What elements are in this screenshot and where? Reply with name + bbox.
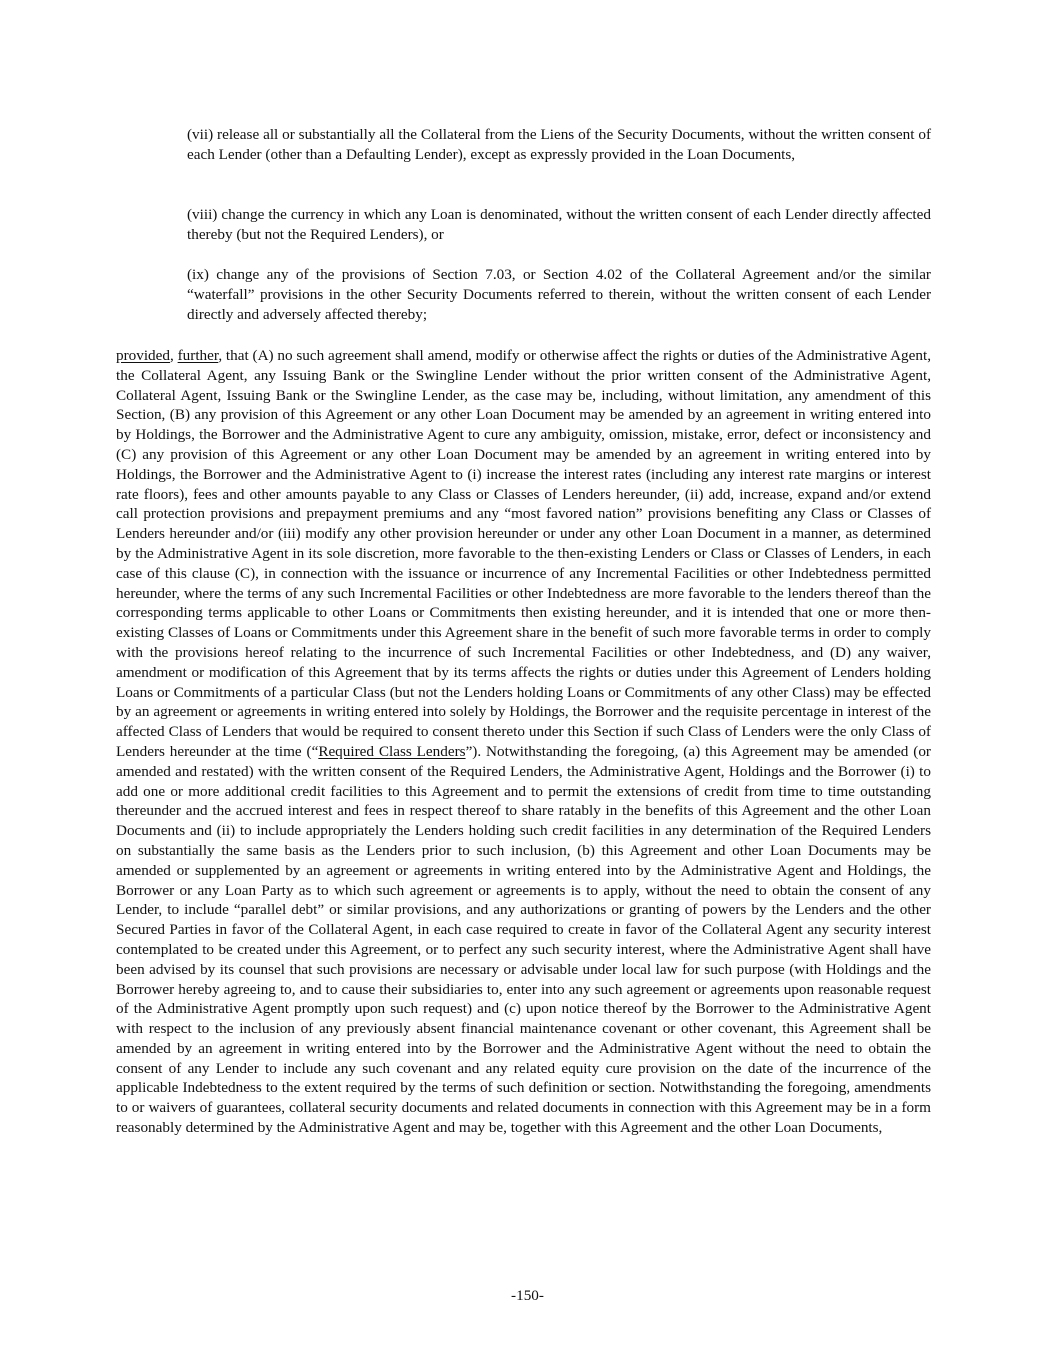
proviso-text-part2: ”). Notwithstanding the foregoing, (a) this Agreement may be amended (or amended and restated) with the written consent of the Required Lenders, the Administrative Agent, Holdings and the Borrower (i) to add one or more additional credit facilities to this Agreement and to permit the extensions of credit from time to time outstanding thereunder and the accrued interest and fees in respect thereof to share ratably in the benefits of this Agreement and the other Loan Documents and (ii) to include appropriately the Lenders holding such credit facilities in any determination of the Required Lenders on substantially the same basis as the Lenders prior to such inclusion, (b) this Agreement and other Loan Documents may be amended or supplemented by an agreement or agreements in writing entered into by the Administrative Agent and Holdings, the Borrower or any Loan Party as to which such agreement or agreements is to apply, without the need to obtain the consent of any Lender, to include “parallel debt” or similar provisions, and any authorizations or granting of powers by the Lenders and the other Secured Parties in favor of the Collateral Agent, in each case required to create in favor of the Collateral Agent any security interest contemplated to be created under this Agreement, or to perfect any such security interest, where the Administrative Agent shall have been advised by its counsel that such provisions are necessary or advisable under local law for such purpose (with Holdings and the Borrower hereby agreeing to, and to cause their subsidiaries to, enter into any such agreement or agreements upon reasonable request of the Administrative Agent promptly upon such request) and (c) upon notice thereof by the Borrower to the Administrative Agent with respect to the inclusion of any previously absent financial maintenance covenant or other covenant, this Agreement shall be amended by an agreement in writing entered into by the Borrower and the Administrative Agent without the need to obtain the consent of any Lender to include any such covenant and any related equity cure provision on the date of the incurrence of the applicable Indebtedness to the extent required by the terms of such definition or section. Notwithstanding the foregoing, amendments to or waivers of guarantees, collateral security documents and related documents in connection with this Agreement may be in a form reasonably determined by the Administrative Agent and may be, together with this Agreement and the other Loan Documents, xyxy=(116,742,931,1137)
clause-viii: (viii) change the currency in which any Loan is denominated, without the written consent of each Lender directly affected thereby (but not the Required Lenders), or xyxy=(187,206,931,243)
clause-vii: (vii) release all or substantially all the Collateral from the Liens of the Security Documents, without the written consent of each Lender (other than a Defaulting Lender), except as expressly provided in the Loan Documents, xyxy=(187,126,931,163)
proviso-text-part1: , that (A) no such agreement shall amend, modify or otherwise affect the rights or duties of the Administrative Agent, the Collateral Agent, any Issuing Bank or the Swingline Lender without the prior written consent of the Administrative Agent, Collateral Agent, Issuing Bank or the Swingline Lender, as the case may be, including, without limitation, any amendment of this Section, (B) any provision of this Agreement or any other Loan Document may be amended by an agreement in writing entered into by Holdings, the Borrower and the Administrative Agent to cure any ambiguity, omission, mistake, error, defect or inconsistency and (C) any provision of this Agreement or any other Loan Document may be amended by an agreement in writing entered into by Holdings, the Borrower and the Administrative Agent to (i) increase the interest rates (including any interest rate margins or interest rate floors), fees and other amounts payable to any Class or Classes of Lenders hereunder, (ii) add, increase, expand and/or extend call protection provisions and prepayment premiums and any “most favored nation” provisions benefiting any Class or Classes of Lenders hereunder and/or (iii) modify any other provision hereunder or under any other Loan Document in a manner, as determined by the Administrative Agent in its sole discretion, more favorable to the then-existing Lenders or Class or Classes of Lenders, in each case of this clause (C), in connection with the issuance or incurrence of any Incremental Facilities or other Indebtedness permitted hereunder, where the terms of any such Incremental Facilities or other Indebtedness are more favorable to the lenders thereof than the corresponding terms applicable to other Loans or Commitments then existing hereunder, and it is intended that one or more then-existing Classes of Loans or Commitments under this Agreement share in the benefit of such more favorable terms in order to comply with the provisions hereof relating to the incurrence of such Incremental Facilities or other Indebtedness, and (D) any waiver, amendment or modification of this Agreement that by its terms affects the rights or duties under this Agreement of Lenders holding Loans or Commitments of a particular Class (but not the Lenders holding Loans or Commitments of any other Class) may be effected by an agreement or agreements in writing entered into solely by Holdings, the Borrower and the requisite percentage in interest of the affected Class of Lenders that would be required to consent thereto under this Section if such Class of Lenders were the only Class of Lenders hereunder at the time (“ xyxy=(116,347,931,760)
clause-ix: (ix) change any of the provisions of Section 7.03, or Section 4.02 of the Collateral Agreement and/or the similar “waterfall” provisions in the other Security Documents referred to therein, without the written consent of each Lender directly and adversely affected thereby; xyxy=(187,266,931,323)
further-term: further xyxy=(177,347,219,364)
page-number: -150- xyxy=(511,1287,544,1304)
required-class-lenders-term: Required Class Lenders xyxy=(318,742,466,760)
provided-term: provided xyxy=(116,347,170,364)
proviso-comma: , xyxy=(170,347,178,364)
proviso-paragraph xyxy=(116,346,931,1138)
